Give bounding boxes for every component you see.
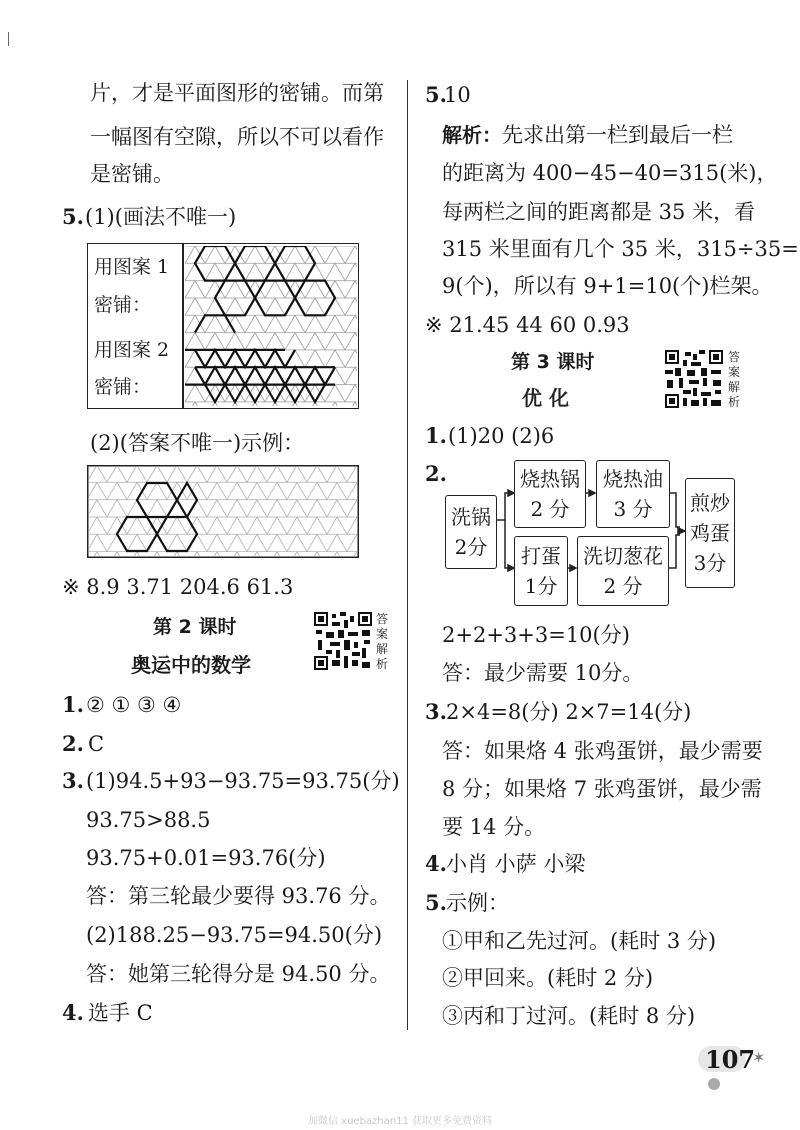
step-text: ③丙和丁过河。(耗时 8 分) bbox=[442, 1004, 696, 1028]
star-icon: ✶ bbox=[752, 1048, 766, 1067]
flow-node-beat-eggs: 打蛋 1分 bbox=[514, 536, 568, 606]
question-number: 5. bbox=[62, 204, 84, 229]
flow-node-heat-pot: 烧热锅 2 分 bbox=[514, 460, 586, 528]
question-number: 3. bbox=[62, 768, 84, 793]
analysis-text: 315 米里面有几个 35 米，315÷35= bbox=[442, 237, 799, 261]
qr-code-icon bbox=[314, 612, 372, 670]
question-number: 2. bbox=[425, 461, 447, 486]
margin-mark bbox=[8, 32, 9, 46]
pattern-1-label-2: 密铺： bbox=[94, 294, 152, 316]
step-text: ①甲和乙先过河。(耗时 3 分) bbox=[442, 929, 717, 953]
question-number: 5. bbox=[425, 890, 447, 915]
answer-text: C bbox=[88, 732, 105, 756]
answer-text: ② ① ③ ④ bbox=[86, 693, 182, 717]
question-text: (2)(答案不唯一)示例： bbox=[90, 431, 305, 455]
flow-node-chop-scallion: 洗切葱花 2 分 bbox=[577, 536, 669, 606]
answer-text: 要 14 分。 bbox=[442, 815, 546, 839]
example-tessellation-grid bbox=[87, 465, 359, 558]
answer-text: 93.75>88.5 bbox=[86, 808, 211, 832]
page-number: 107 bbox=[705, 1045, 756, 1074]
analysis-text: 先求出第一栏到最后一栏 bbox=[502, 123, 733, 147]
analysis-text: 每两栏之间的距离都是 35 米，看 bbox=[442, 200, 756, 224]
tessellation-table bbox=[87, 243, 359, 409]
analysis-text: 的距离为 400−45−40=315(米)， bbox=[442, 161, 778, 185]
lesson-heading: 第 3 课时 bbox=[511, 351, 595, 373]
lesson-heading: 第 2 课时 bbox=[153, 616, 237, 638]
question-text: (1)(画法不唯一) bbox=[85, 205, 237, 229]
lesson-title: 奥运中的数学 bbox=[131, 653, 251, 677]
answer-text: 答：她第三轮得分是 94.50 分。 bbox=[86, 962, 391, 986]
question-number: 2. bbox=[62, 731, 84, 756]
footer-watermark: 加微信 xuebazhan11 获取更多免费资料 bbox=[307, 1116, 493, 1127]
text-line: 片，才是平面图形的密铺。而第 bbox=[90, 81, 384, 105]
text-line: 是密铺。 bbox=[90, 162, 174, 186]
answer-text: 2+2+3+3=10(分) bbox=[442, 623, 630, 647]
answer-text: 93.75+0.01=93.76(分) bbox=[86, 846, 326, 870]
answer-text: 小肖 小萨 小梁 bbox=[446, 852, 586, 876]
triangle-grid-1 bbox=[185, 246, 357, 406]
question-number: 5. bbox=[425, 82, 447, 107]
answer-text: 2×4=8(分) 2×7=14(分) bbox=[446, 700, 692, 724]
answer-text: (2)188.25−93.75=94.50(分) bbox=[86, 923, 383, 947]
question-number: 1. bbox=[62, 692, 84, 717]
step-text: ②甲回来。(耗时 2 分) bbox=[442, 966, 654, 990]
question-number: 3. bbox=[425, 699, 447, 724]
dot-icon bbox=[708, 1078, 720, 1090]
question-number: 4. bbox=[425, 851, 447, 876]
analysis-label: 解析： bbox=[442, 123, 502, 147]
qr-label: 答 案 解 析 bbox=[376, 612, 389, 671]
flow-node-fry-eggs: 煎炒 鸡蛋 3分 bbox=[685, 478, 735, 588]
column-divider bbox=[407, 80, 408, 1030]
qr-code-icon bbox=[665, 350, 723, 408]
pattern-1-label: 用图案 1 bbox=[94, 256, 170, 278]
answer-text: 答：最少需要 10分。 bbox=[442, 661, 644, 685]
qr-label: 答 案 解 析 bbox=[728, 350, 741, 409]
analysis-text: 9(个)，所以有 9+1=10(个)栏架。 bbox=[442, 274, 773, 298]
text-line: 一幅图有空隙，所以不可以看作 bbox=[90, 125, 384, 149]
answer-text: 答：如果烙 4 张鸡蛋饼，最少需要 bbox=[442, 739, 763, 763]
star-answers: ※ 21.45 44 60 0.93 bbox=[425, 313, 630, 337]
answer-text: 10 bbox=[444, 83, 471, 107]
answer-text: 答：第三轮最少要得 93.76 分。 bbox=[86, 884, 391, 908]
pattern-2-label-2: 密铺： bbox=[94, 376, 152, 398]
lesson-title: 优 化 bbox=[522, 386, 569, 410]
answer-text: (1)94.5+93−93.75=93.75(分) bbox=[86, 769, 400, 793]
answer-text: 8 分；如果烙 7 张鸡蛋饼，最少需 bbox=[442, 777, 762, 801]
answer-text: 示例： bbox=[446, 891, 509, 915]
star-answers: ※ 8.9 3.71 204.6 61.3 bbox=[62, 575, 294, 599]
pattern-2-label: 用图案 2 bbox=[94, 339, 170, 361]
answer-text: (1)20 (2)6 bbox=[448, 424, 555, 448]
answer-text: 选手 C bbox=[88, 1001, 153, 1025]
flow-node-heat-oil: 烧热油 3 分 bbox=[596, 460, 670, 528]
question-number: 4. bbox=[62, 1000, 84, 1025]
question-number: 1. bbox=[425, 423, 447, 448]
flow-node-wash-pot: 洗锅 2分 bbox=[445, 495, 497, 569]
